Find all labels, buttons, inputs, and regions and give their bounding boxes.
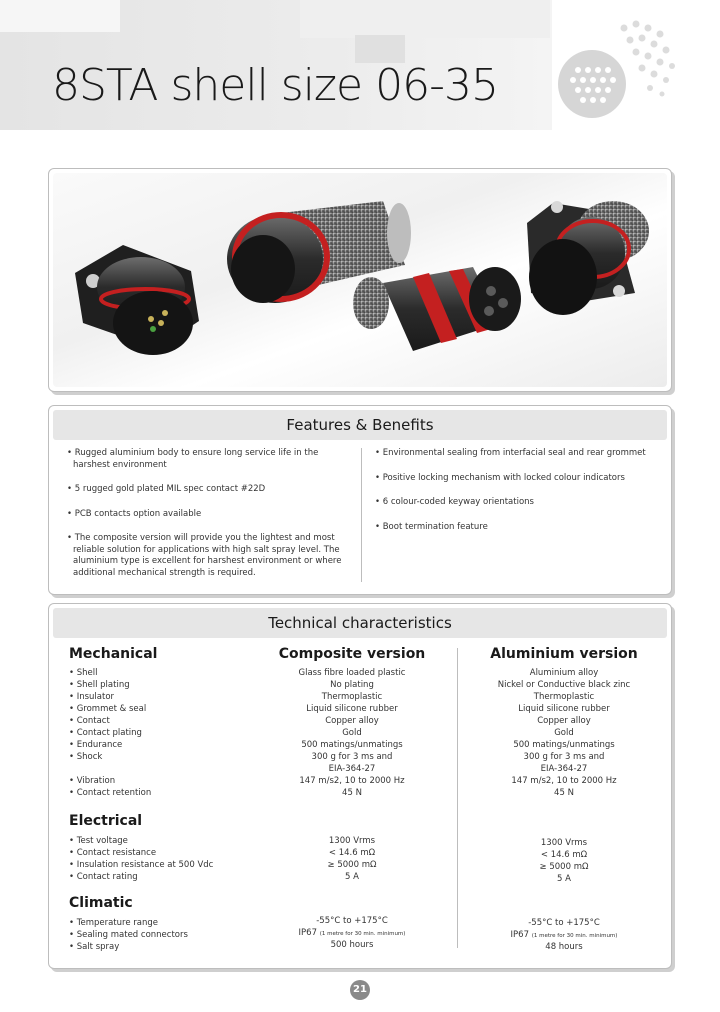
page-title: 8STA shell size 06-35 [52,60,498,111]
climatic-composite-values [259,915,445,951]
electrical-composite-values [259,835,445,883]
spec-value: 147 m/s2, 10 to 2000 Hz [299,776,405,786]
aluminium-heading: Aluminium version [490,646,638,662]
product-photo-panel [48,168,672,392]
ip-rating-note: (1 metre for 30 min. minimum) [531,933,618,939]
mechanical-title: Mechanical [69,646,158,662]
spec-value: 500 matings/unmatings [301,740,403,750]
spec-value: Thermoplastic [533,692,595,702]
technical-divider [457,648,458,948]
spec-value: Liquid silicone rubber [518,704,610,714]
spec-value: 300 g for 3 ms and [523,752,605,762]
spec-value: 1300 Vrms [328,836,376,846]
spec-value: 1300 Vrms [540,838,588,848]
spec-label: • Insulator [69,692,115,702]
inline-connector-3 [353,267,521,351]
electrical-title: Electrical [69,813,143,829]
spec-value: < 14.6 mΩ [328,848,376,858]
spec-value: -55°C to +175°C [316,916,388,926]
spec-value: EIA-364-27 [540,764,588,774]
ip-rating-note: (1 metre for 30 min. minimum) [319,931,406,937]
spec-label: • Shell plating [69,680,130,690]
spec-label: • Temperature range [69,918,158,928]
ip-rating: IP67 [298,928,317,938]
spec-value: 45 N [554,788,574,798]
spec-value: EIA-364-27 [328,764,376,774]
spec-value: 500 hours [330,940,374,950]
spec-value: -55°C to +175°C [528,918,600,928]
spec-value: 5 A [345,872,359,882]
spec-value: Gold [342,728,362,738]
spec-value: 500 matings/unmatings [513,740,615,750]
spec-value: 147 m/s2, 10 to 2000 Hz [511,776,617,786]
spec-value: Thermoplastic [321,692,383,702]
mechanical-aluminium-values [469,667,659,799]
feature-item: • 5 rugged gold plated MIL spec contact #22D [67,484,266,494]
spec-value [469,929,659,941]
spec-value: 45 N [342,788,362,798]
spec-label: • Contact rating [69,872,138,882]
spec-label: • Salt spray [69,942,120,952]
spec-value: Copper alloy [537,716,591,726]
features-heading: Features & Benefits [53,410,667,440]
flange-receptacle-1 [75,245,199,355]
spec-value: Nickel or Conductive black zinc [497,680,631,690]
feature-item: • Rugged aluminium body to ensure long service life in the harshest environment [67,448,319,470]
composite-heading: Composite version [278,646,426,662]
spec-label [69,763,259,775]
spec-value: 5 A [557,874,571,884]
spec-label: • Sealing mated connectors [69,930,188,940]
electrical-labels [69,835,259,883]
feature-item: • The composite version will provide you the lightest and most reliable solution for applications with high salt spray level. The aluminium type is excellent for harshest environment or where additional mechanical strength is required. [67,533,342,578]
decorative-dots-icon [554,14,684,124]
spec-label: • Vibration [69,776,116,786]
spec-label: • Contact plating [69,728,142,738]
spec-label: • Shell [69,668,98,678]
mechanical-labels [69,667,259,799]
spec-value: 48 hours [545,942,583,952]
features-panel [48,405,672,595]
spec-label: • Insulation resistance at 500 Vdc [69,860,214,870]
features-divider [361,448,362,582]
spec-value: ≥ 5000 mΩ [327,860,377,870]
header-decor [300,0,550,38]
feature-item: • Positive locking mechanism with locked colour indicators [375,472,625,483]
header-decor [355,35,405,63]
ip-rating: IP67 [510,930,529,940]
spec-label: • Contact resistance [69,848,157,858]
climatic-aluminium-values [469,917,659,953]
mechanical-composite-values [259,667,445,799]
spec-value: 300 g for 3 ms and [311,752,393,762]
features-right-column [373,448,663,546]
feature-item: • PCB contacts option available [67,508,202,519]
climatic-labels [69,917,259,953]
spec-value: ≥ 5000 mΩ [539,862,589,872]
technical-panel [48,603,672,969]
spec-label: • Contact [69,716,110,726]
spec-label: • Grommet & seal [69,704,147,714]
spec-label: • Test voltage [69,836,128,846]
feature-item: • Boot termination feature [375,521,488,532]
square-flange-connector-4 [527,201,649,315]
header-decor [0,0,120,32]
feature-item: • Environmental sealing from interfacial seal and rear grommet [375,448,646,458]
connectors-illustration [53,173,665,385]
spec-value: Copper alloy [325,716,379,726]
spec-label: • Endurance [69,740,123,750]
spec-value: Gold [554,728,574,738]
spec-value: Aluminium alloy [529,668,599,678]
electrical-aluminium-values [469,837,659,885]
spec-label: • Shock [69,752,103,762]
climatic-title: Climatic [69,895,133,911]
features-left-column [65,448,355,592]
spec-value: Liquid silicone rubber [306,704,398,714]
spec-value: Glass fibre loaded plastic [298,668,406,678]
spec-value [259,927,445,939]
spec-value: No plating [330,680,374,690]
page-number: 21 [350,980,370,1000]
feature-item: • 6 colour-coded keyway orientations [375,497,534,507]
spec-label: • Contact retention [69,788,152,798]
technical-heading: Technical characteristics [53,608,667,638]
spec-value: < 14.6 mΩ [540,850,588,860]
